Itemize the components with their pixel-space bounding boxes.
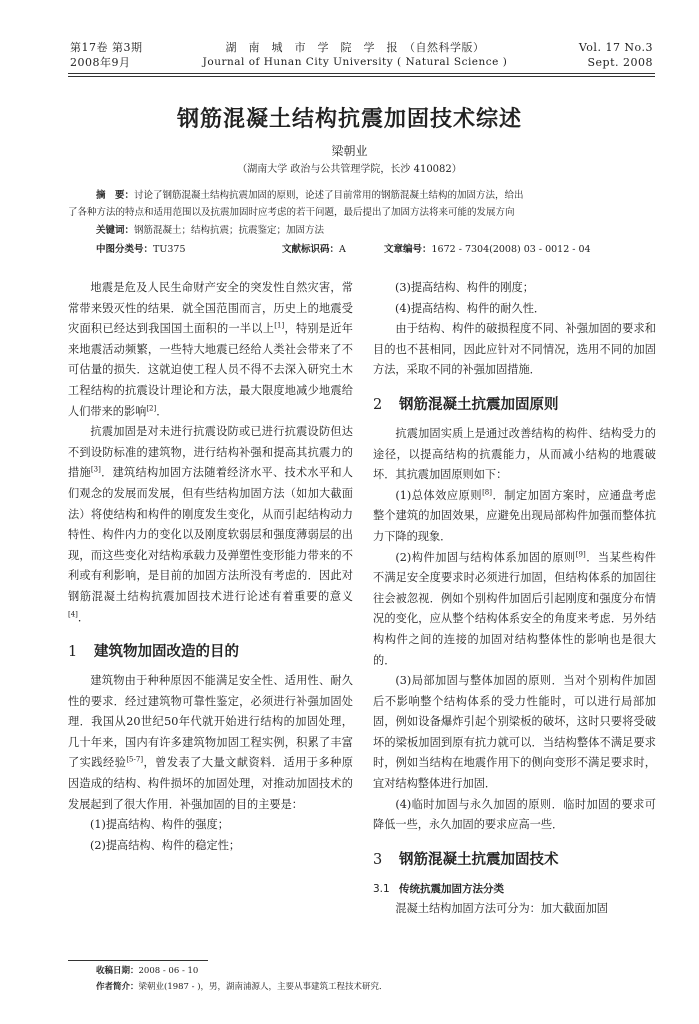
document-code [282, 242, 346, 258]
section-heading-1 [68, 641, 353, 663]
journal-name-en: Journal of Hunan City University ( Natural Science ) [202, 56, 508, 68]
paragraph: 抗震加固实质上是通过改善结构的构件、结构受力的途径，以提高结构的抗震能力，从而减小结构的地震破坏．其抗震加固原则如下： [373, 426, 656, 482]
paragraph: 由于结构、构件的破损程度不同、补强加固的要求和目的也不甚相同，因此应针对不同情况，选用不同的加固方法，采取不同的补强加固措施． [373, 322, 656, 377]
text-run: 抗震加固是对未进行抗震设防或已进行抗震设防但达不到设防标准的建筑物，进行结构补强和提高其抗震力的措施 [68, 425, 353, 480]
article-number-value: 1672 - 7304(2008) 03 - 0012 - 04 [431, 244, 591, 255]
list-item: (4)提高结构、构件的耐久性． [395, 301, 546, 315]
paragraph [68, 278, 353, 422]
list-item: (2)提高结构、构件的稳定性； [90, 838, 241, 852]
list-item: (1)提高结构、构件的强度； [90, 818, 229, 832]
text-run: ．制定加固方案时，应通盘考虑整个建筑的加固效果，应避免出现局部构件加强而整体抗力下降的现象． [373, 488, 656, 543]
text-run: 地震是危及人民生命财产安全的突发性自然灾害，常常带来毁灭性的结果．就全国范围而言，历史上的地震受灾面积已经达到我国国土面积的一半以上 [68, 281, 353, 336]
text-run: ．建筑结构加固方法随着经济水平、技术水平和人们观念的发展而发展，但有些结构加固方法（如加大截面法）将使结构和构件的刚度发生变化，从而引起结构动力特性、构件内力的变化以及刚度软弱层和强度薄弱层的出现，而这些变化对结构承载力及弹塑性变形能力带来的不利或有利影响，是目前的加固方法所没有考虑的．因此对钢筋混凝土结构抗震加固技术进行论述有着重要的意义 [68, 466, 353, 603]
author: 梁朝业 [331, 144, 368, 158]
paragraph [68, 671, 353, 815]
left-column [68, 278, 353, 856]
section-title: 建筑物加固改造的目的 [94, 644, 239, 661]
citation: [8] [482, 488, 492, 497]
article-number-label: 文章编号： [384, 244, 432, 255]
paper-title: 钢筋混凝土结构抗震加固技术综述 [176, 107, 522, 132]
text-run: ． [77, 610, 90, 624]
text-run: (2)构件加固与结构体系加固的原则 [395, 550, 576, 564]
journal-name-cn: 湖 南 城 市 学 院 学 报 （自然科学版） [225, 41, 485, 54]
document-code-value: A [339, 244, 346, 255]
paragraph: (4)临时加固与永久加固的原则．临时加固的要求可降低一些，永久加固的要求应高一些． [373, 797, 656, 832]
text-run: ，曾发表了大量文献资料．适用于多种原因造成的结构、构件损坏的加固处理，对推动加固技术的发展起到了很大作用．补强加固的目的主要是： [68, 756, 353, 811]
volume-issue-cn: 第17卷 第3期 [70, 41, 143, 54]
clc-value: TU375 [153, 244, 186, 255]
citation: [9] [575, 549, 586, 558]
subsection-heading [373, 879, 656, 899]
paragraph: (3)局部加固与整体加固的原则．当对个别构件加固后不影响整个结构体系的受力性能时，可以进行局部加固，例如设备爆炸引起个别梁板的破坏，这时只要将受破坏的梁板加固到原有抗力就可以．当结构整体不满足要求时，例如当结构在地震作用下的侧向变形不满足要求时，宜对结构整体进行加固． [373, 674, 656, 791]
section-heading-3 [373, 849, 656, 871]
volume-issue-en: Vol. 17 No.3 [578, 41, 653, 54]
abstract-label: 摘 要： [96, 190, 135, 201]
text-run: ． [156, 404, 168, 418]
paragraph [373, 486, 656, 548]
section-number: 3 [373, 851, 383, 868]
received-label: 收稿日期： [96, 966, 139, 976]
text-run: ．当某些构件不满足安全度要求时必须进行加固，但结构体系的加固往往会被忽视．例如个别构件加固后引起刚度和强度分布情况的变化，应从整个结构体系安全的角度来考虑．另外结构构件之间的连接的加固对结构整体性的影响也是很大的． [373, 550, 656, 667]
section-title: 钢筋混凝土抗震加固技术 [399, 851, 559, 868]
citation: [1] [274, 321, 285, 330]
date-cn: 2008年9月 [70, 56, 131, 69]
author-bio [96, 980, 656, 994]
keywords [96, 223, 324, 239]
header-rule-thin [68, 76, 655, 77]
article-number [384, 242, 591, 258]
clc-number [96, 242, 186, 258]
author-bio-text: 梁朝业(1987 - )，男，湖南浦源人，主要从事建筑工程技术研究． [138, 982, 388, 992]
section-number: 2 [373, 396, 383, 413]
text-run: 建筑物由于种种原因不能满足安全性、适用性、耐久性的要求．经过建筑物可靠性鉴定，必须进行补强加固处理．我国从20世纪50年代就开始进行结构的加固处理，几十年来，国内有许多建筑物加固工程实例，积累了丰富了实践经验 [68, 674, 353, 770]
section-number: 1 [68, 644, 78, 661]
affiliation: （湖南大学 政治与公共管理学院，长沙 410082） [237, 164, 462, 175]
date-en: Sept. 2008 [587, 56, 653, 69]
document-code-label: 文献标识码： [282, 244, 340, 255]
list-item: (3)提高结构、构件的刚度； [395, 281, 534, 294]
subsection-title: 传统抗震加固方法分类 [399, 882, 504, 895]
header-rule [68, 73, 655, 74]
citation: [3] [90, 465, 101, 474]
keywords-label: 关键词： [96, 225, 135, 236]
text-run: (1)总体效应原则 [395, 488, 483, 502]
received-date [96, 964, 198, 978]
paragraph [68, 422, 353, 628]
clc-label: 中图分类号： [96, 244, 154, 255]
text-run: ，特别是近年来地震活动频繁，一些特大地震已经给人类社会带来了不可估量的损失．这就迫使工程人员不得不去深入研究土木工程结构的抗震设计理论和方法，最大限度地减少地震给人们带来的影响 [68, 322, 353, 418]
citation: [2] [146, 403, 157, 412]
abstract [96, 188, 656, 204]
abstract-line-1: 讨论了钢筋混凝土结构抗震加固的原则，论述了目前常用的钢筋混凝土结构的加固方法，给出 [134, 190, 524, 201]
subsection-number: 3.1 [373, 882, 390, 895]
keywords-text: 钢筋混凝土；结构抗震；抗震鉴定；加固方法 [134, 225, 325, 236]
author-bio-label: 作者简介： [96, 982, 139, 992]
received-value: 2008 - 06 - 10 [138, 966, 199, 976]
footnote-rule [68, 960, 208, 961]
section-heading-2 [373, 394, 656, 416]
citation: [4] [68, 609, 78, 618]
paragraph [373, 548, 656, 672]
section-title: 钢筋混凝土抗震加固原则 [399, 396, 559, 413]
paragraph: 混凝土结构加固方法可分为：加大截面加固 [395, 901, 608, 915]
citation: [5-7] [126, 755, 144, 764]
right-column [373, 278, 656, 919]
abstract-line-2: 了各种方法的特点和适用范围以及抗震加固时应考虑的若干问题，最后提出了加固方法将来可能的发展方向 [68, 207, 515, 218]
